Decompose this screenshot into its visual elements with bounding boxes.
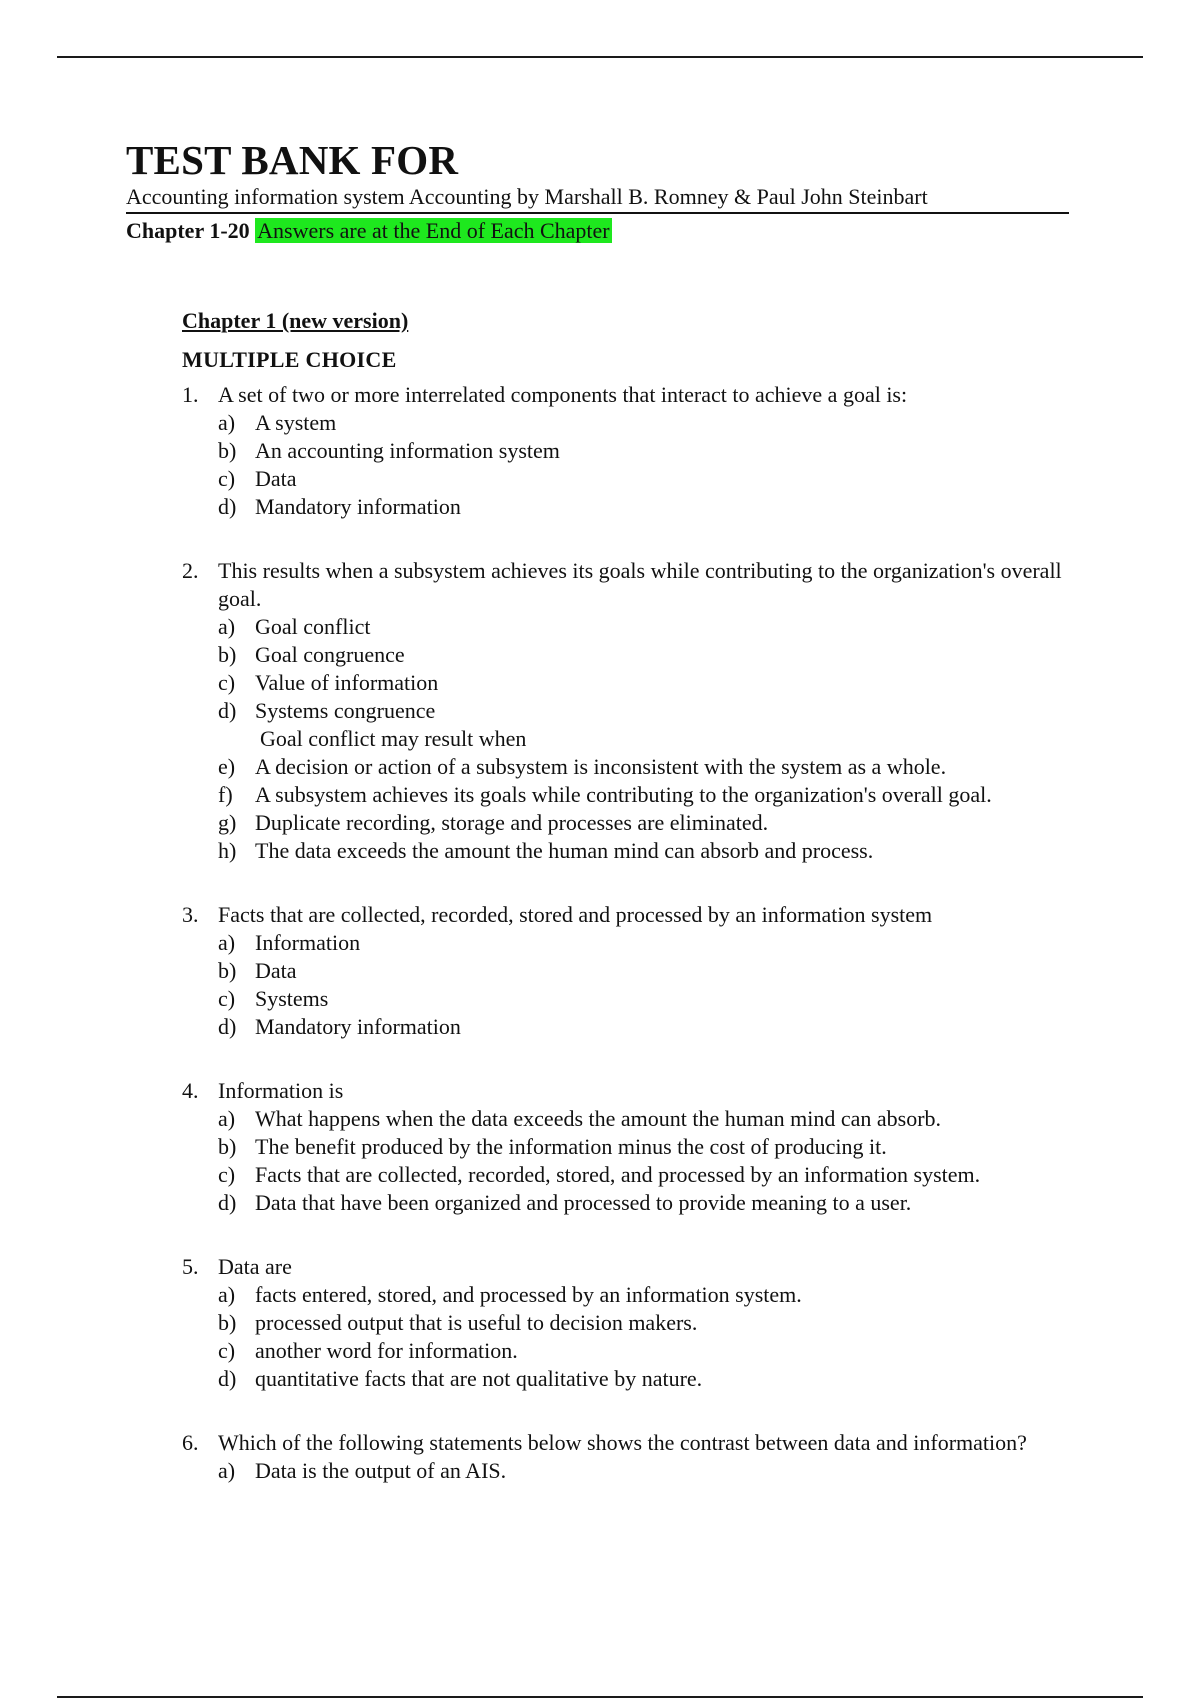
option-item xyxy=(218,1133,1082,1161)
option-text: Value of information xyxy=(255,670,439,695)
option-letter: b) xyxy=(218,1134,237,1159)
option-letter: c) xyxy=(218,670,236,695)
option-item xyxy=(218,641,1082,669)
option-item xyxy=(218,1189,1082,1217)
option-item xyxy=(218,809,1082,837)
question-stem xyxy=(182,381,1082,409)
question-text: A set of two or more interrelated components that interact to achieve a goal is: xyxy=(218,382,908,407)
option-letter: d) xyxy=(218,1366,237,1391)
document-title: TEST BANK FOR xyxy=(126,137,459,183)
option-item xyxy=(218,1281,1082,1309)
option-text: Mandatory information xyxy=(255,494,461,519)
chapter-range: Chapter 1-20 xyxy=(126,218,250,243)
document-body xyxy=(182,306,1082,1521)
option-item xyxy=(218,669,1082,697)
question-number: 5. xyxy=(182,1254,199,1279)
question-number: 1. xyxy=(182,382,199,407)
question-number: 2. xyxy=(182,558,199,583)
option-item xyxy=(218,493,1082,521)
option-item xyxy=(218,437,1082,465)
option-item xyxy=(218,957,1082,985)
option-text: Data that have been organized and processed to provide meaning to a user. xyxy=(255,1190,912,1215)
question-number: 4. xyxy=(182,1078,199,1103)
option-list xyxy=(218,409,1082,521)
option-letter: b) xyxy=(218,642,237,667)
option-item xyxy=(218,837,1082,865)
option-letter: c) xyxy=(218,1338,236,1363)
option-text: Duplicate recording, storage and processes are eliminated. xyxy=(255,810,769,835)
option-item xyxy=(218,1309,1082,1337)
question-text: Data are xyxy=(218,1254,292,1279)
question-note: Goal conflict may result when xyxy=(260,726,527,751)
option-text: An accounting information system xyxy=(255,438,560,463)
chapter-heading: Chapter 1 (new version) xyxy=(182,308,409,333)
option-text: Data xyxy=(255,958,297,983)
option-item xyxy=(218,1337,1082,1365)
option-item xyxy=(218,985,1082,1013)
option-text: The benefit produced by the information minus the cost of producing it. xyxy=(255,1134,887,1159)
option-letter: b) xyxy=(218,1310,237,1335)
option-letter: a) xyxy=(218,930,236,955)
question-text: Which of the following statements below shows the contrast between data and information? xyxy=(218,1430,1027,1455)
option-letter: c) xyxy=(218,986,236,1011)
option-letter: e) xyxy=(218,754,236,779)
option-item xyxy=(218,1161,1082,1189)
option-letter: c) xyxy=(218,466,236,491)
option-item xyxy=(218,697,1082,725)
option-text: another word for information. xyxy=(255,1338,518,1363)
option-text: Systems congruence xyxy=(255,698,436,723)
option-list xyxy=(218,613,1082,865)
option-letter: a) xyxy=(218,1282,236,1307)
option-item xyxy=(218,1105,1082,1133)
question-4 xyxy=(182,1077,1082,1217)
question-stem xyxy=(182,1429,1082,1457)
option-text: Goal conflict xyxy=(255,614,371,639)
option-letter: d) xyxy=(218,494,237,519)
option-item xyxy=(218,1457,1082,1485)
question-text: This results when a subsystem achieves its goals while contributing to the organization's overall goal. xyxy=(218,558,1062,611)
question-3 xyxy=(182,901,1082,1041)
option-list xyxy=(218,1281,1082,1393)
option-text: A system xyxy=(255,410,337,435)
option-text: Mandatory information xyxy=(255,1014,461,1039)
option-text: Data xyxy=(255,466,297,491)
option-text: A decision or action of a subsystem is inconsistent with the system as a whole. xyxy=(255,754,947,779)
book-subtitle: Accounting information system Accounting by Marshall B. Romney & Paul John Steinbart xyxy=(126,184,1069,214)
option-letter: a) xyxy=(218,614,236,639)
document-header xyxy=(126,136,1069,246)
option-list xyxy=(218,1105,1082,1217)
option-letter: g) xyxy=(218,810,237,835)
option-item xyxy=(218,409,1082,437)
option-text: facts entered, stored, and processed by an information system. xyxy=(255,1282,802,1307)
option-item xyxy=(218,929,1082,957)
option-list xyxy=(218,929,1082,1041)
question-5 xyxy=(182,1253,1082,1393)
option-item xyxy=(218,465,1082,493)
option-item xyxy=(218,1013,1082,1041)
option-letter: d) xyxy=(218,698,237,723)
option-letter: d) xyxy=(218,1014,237,1039)
option-item xyxy=(218,753,1082,781)
bottom-rule xyxy=(57,1696,1143,1698)
answers-note-highlight: Answers are at the End of Each Chapter xyxy=(257,218,610,243)
option-item xyxy=(218,781,1082,809)
option-text: Systems xyxy=(255,986,329,1011)
option-letter: b) xyxy=(218,438,237,463)
option-item xyxy=(218,1365,1082,1393)
section-heading: MULTIPLE CHOICE xyxy=(182,347,397,372)
option-letter: a) xyxy=(218,1106,236,1131)
option-letter: h) xyxy=(218,838,237,863)
option-list xyxy=(218,1457,1082,1485)
option-text: Facts that are collected, recorded, stored, and processed by an information system. xyxy=(255,1162,981,1187)
question-text: Information is xyxy=(218,1078,344,1103)
option-text: processed output that is useful to decision makers. xyxy=(255,1310,698,1335)
option-letter: a) xyxy=(218,410,236,435)
question-1 xyxy=(182,381,1082,521)
question-6 xyxy=(182,1429,1082,1485)
option-letter: c) xyxy=(218,1162,236,1187)
option-text: Information xyxy=(255,930,361,955)
option-text: Data is the output of an AIS. xyxy=(255,1458,507,1483)
option-text: A subsystem achieves its goals while contributing to the organization's overall goal. xyxy=(255,782,992,807)
top-rule xyxy=(57,56,1143,58)
option-text: The data exceeds the amount the human mind can absorb and process. xyxy=(255,838,874,863)
option-letter: d) xyxy=(218,1190,237,1215)
question-number: 3. xyxy=(182,902,199,927)
question-text: Facts that are collected, recorded, stored and processed by an information system xyxy=(218,902,933,927)
question-stem xyxy=(182,557,1082,613)
question-stem xyxy=(182,1077,1082,1105)
question-number: 6. xyxy=(182,1430,199,1455)
question-stem xyxy=(182,901,1082,929)
option-text: Goal congruence xyxy=(255,642,405,667)
option-item xyxy=(218,613,1082,641)
question-stem xyxy=(182,1253,1082,1281)
chapter-range-line xyxy=(126,216,1069,246)
option-letter: a) xyxy=(218,1458,236,1483)
option-text: What happens when the data exceeds the amount the human mind can absorb. xyxy=(255,1106,942,1131)
question-2 xyxy=(182,557,1082,865)
option-letter: b) xyxy=(218,958,237,983)
option-text: quantitative facts that are not qualitative by nature. xyxy=(255,1366,703,1391)
option-letter: f) xyxy=(218,782,233,807)
